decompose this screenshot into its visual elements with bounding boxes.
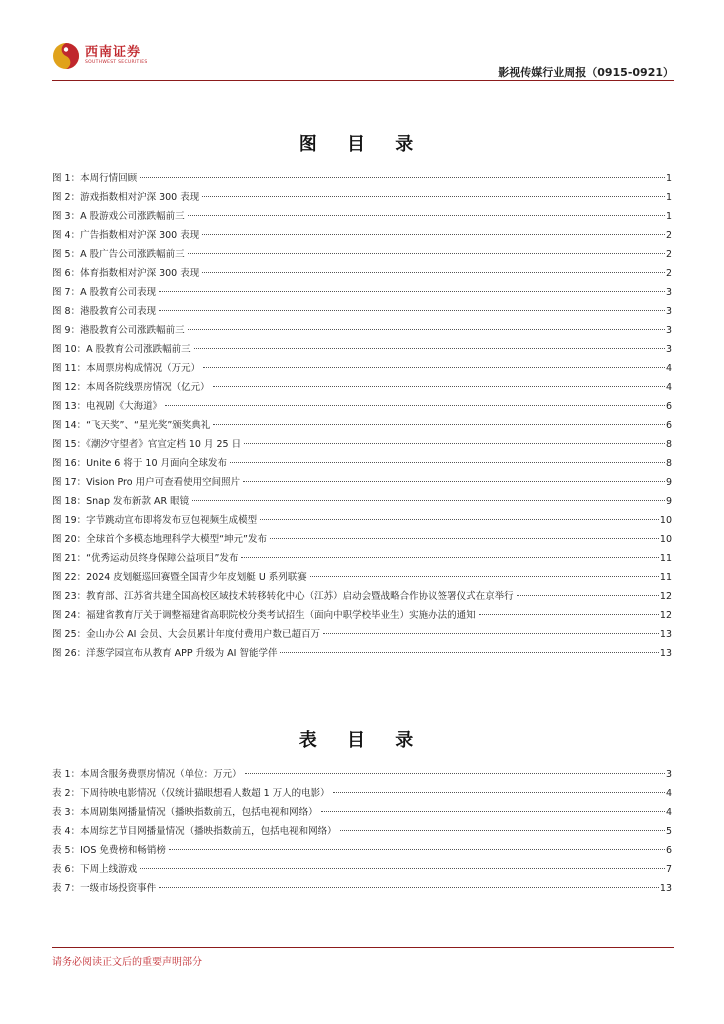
figure-entry-page-number: 10 bbox=[659, 534, 672, 545]
figure-entry-label: 图 19：字节跳动宣布即将发布豆包视频生成模型 bbox=[52, 515, 258, 526]
dot-leader bbox=[260, 519, 659, 520]
logo-chinese-text: 西南证券 bbox=[85, 45, 142, 60]
table-entry-page-number: 7 bbox=[665, 864, 672, 875]
disclaimer-note: 请务必阅读正文后的重要声明部分 bbox=[52, 957, 202, 968]
table-entry-page-number: 5 bbox=[665, 826, 672, 837]
figure-entry-page-number: 2 bbox=[665, 249, 672, 260]
figure-entry-page-number: 3 bbox=[665, 287, 672, 298]
figure-entry[interactable] bbox=[52, 473, 672, 492]
dot-leader bbox=[188, 329, 665, 330]
figure-entry[interactable] bbox=[52, 492, 672, 511]
table-entry[interactable] bbox=[52, 765, 672, 784]
figure-entry-page-number: 6 bbox=[665, 401, 672, 412]
table-list bbox=[52, 765, 672, 898]
table-entry[interactable] bbox=[52, 822, 672, 841]
figure-entry[interactable] bbox=[52, 587, 672, 606]
dot-leader bbox=[479, 614, 659, 615]
figure-entry[interactable] bbox=[52, 568, 672, 587]
figure-entry[interactable] bbox=[52, 530, 672, 549]
figure-list bbox=[52, 169, 672, 663]
table-entry-page-number: 13 bbox=[659, 883, 672, 894]
dot-leader bbox=[203, 367, 665, 368]
figure-entry-page-number: 13 bbox=[659, 648, 672, 659]
table-entry-page-number: 4 bbox=[665, 807, 672, 818]
dot-leader bbox=[245, 773, 665, 774]
figure-entry-label: 图 1：本周行情回顾 bbox=[52, 173, 138, 184]
table-entry[interactable] bbox=[52, 803, 672, 822]
figure-entry[interactable] bbox=[52, 397, 672, 416]
figure-entry-page-number: 11 bbox=[659, 553, 672, 564]
table-entry[interactable] bbox=[52, 784, 672, 803]
dot-leader bbox=[159, 291, 665, 292]
company-logo bbox=[52, 42, 148, 70]
figure-entry-page-number: 9 bbox=[665, 496, 672, 507]
dot-leader bbox=[165, 405, 665, 406]
figure-entry-page-number: 3 bbox=[665, 306, 672, 317]
figure-entry-page-number: 9 bbox=[665, 477, 672, 488]
figure-entry[interactable] bbox=[52, 416, 672, 435]
figure-entry-page-number: 8 bbox=[665, 458, 672, 469]
figure-entry[interactable] bbox=[52, 245, 672, 264]
figure-entry[interactable] bbox=[52, 207, 672, 226]
figure-entry-label: 图 16：Unite 6 将于 10 月面向全球发布 bbox=[52, 458, 228, 469]
figure-entry[interactable] bbox=[52, 188, 672, 207]
figure-entry-label: 图 22：2024 皮划艇巡回赛暨全国青少年皮划艇 U 系列联赛 bbox=[52, 572, 307, 583]
dot-leader bbox=[244, 443, 665, 444]
table-entry[interactable] bbox=[52, 879, 672, 898]
dot-leader bbox=[202, 196, 665, 197]
figure-entry-label: 图 6：体育指数相对沪深 300 表现 bbox=[52, 268, 200, 279]
dot-leader bbox=[241, 557, 658, 558]
figure-entry[interactable] bbox=[52, 606, 672, 625]
page-header bbox=[52, 36, 674, 82]
report-title: 影视传媒行业周报（0915-0921） bbox=[498, 66, 674, 79]
dot-leader bbox=[213, 424, 665, 425]
figure-entry[interactable] bbox=[52, 511, 672, 530]
figure-entry-label: 图 4：广告指数相对沪深 300 表现 bbox=[52, 230, 200, 241]
figure-entry[interactable] bbox=[52, 378, 672, 397]
figure-entry-label: 图 14：“飞天奖”、“星光奖”颁奖典礼 bbox=[52, 420, 211, 431]
figure-entry-label: 图 12：本周各院线票房情况（亿元） bbox=[52, 382, 210, 393]
table-entry-label: 表 7：一级市场投资事件 bbox=[52, 883, 157, 894]
footer-divider bbox=[52, 947, 674, 948]
dot-leader bbox=[280, 652, 658, 653]
table-entry-page-number: 4 bbox=[665, 788, 672, 799]
table-entry[interactable] bbox=[52, 841, 672, 860]
figure-entry[interactable] bbox=[52, 625, 672, 644]
dot-leader bbox=[159, 887, 659, 888]
dot-leader bbox=[340, 830, 665, 831]
figure-entry-label: 图 7：A 股教育公司表现 bbox=[52, 287, 157, 298]
figure-entry-label: 图 24：福建省教育厅关于调整福建省高职院校分类考试招生（面向中职学校毕业生）实施办法的通知 bbox=[52, 610, 476, 621]
figure-entry[interactable] bbox=[52, 264, 672, 283]
figure-entry[interactable] bbox=[52, 321, 672, 340]
figure-entry-label: 图 9：港股教育公司涨跌幅前三 bbox=[52, 325, 185, 336]
figure-entry-label: 图 5：A 股广告公司涨跌幅前三 bbox=[52, 249, 185, 260]
dot-leader bbox=[243, 481, 665, 482]
table-entry-label: 表 6：下周上线游戏 bbox=[52, 864, 138, 875]
dot-leader bbox=[230, 462, 665, 463]
figure-entry-page-number: 10 bbox=[659, 515, 672, 526]
figure-entry-page-number: 8 bbox=[665, 439, 672, 450]
table-entry-page-number: 6 bbox=[665, 845, 672, 856]
figure-entry-label: 图 15：《潮汐守望者》官宣定档 10 月 25 日 bbox=[52, 439, 242, 450]
figure-entry[interactable] bbox=[52, 283, 672, 302]
figure-entry-label: 图 20：全球首个多模态地理科学大模型“坤元”发布 bbox=[52, 534, 267, 545]
figure-entry-page-number: 1 bbox=[665, 211, 672, 222]
logo-english-text: SOUTHWEST SECURITIES bbox=[85, 60, 148, 65]
dot-leader bbox=[310, 576, 659, 577]
figure-entry-page-number: 13 bbox=[659, 629, 672, 640]
dot-leader bbox=[202, 272, 665, 273]
figure-entry-page-number: 1 bbox=[665, 192, 672, 203]
figure-entry-label: 图 18：Snap 发布新款 AR 眼镜 bbox=[52, 496, 190, 507]
table-entry-page-number: 3 bbox=[665, 769, 672, 780]
figure-entry-page-number: 4 bbox=[665, 382, 672, 393]
figure-entry[interactable] bbox=[52, 169, 672, 188]
figures-section-title: 图 目 录 bbox=[298, 134, 426, 155]
figure-entry-label: 图 8：港股教育公司表现 bbox=[52, 306, 157, 317]
figure-entry-page-number: 1 bbox=[665, 173, 672, 184]
figure-entry[interactable] bbox=[52, 359, 672, 378]
dot-leader bbox=[140, 868, 665, 869]
dot-leader bbox=[213, 386, 665, 387]
figure-entry-label: 图 17：Vision Pro 用户可查看使用空间照片 bbox=[52, 477, 241, 488]
dot-leader bbox=[517, 595, 659, 596]
header-divider bbox=[52, 80, 674, 81]
figure-entry[interactable] bbox=[52, 302, 672, 321]
figure-entry-page-number: 4 bbox=[665, 363, 672, 374]
figure-entry[interactable] bbox=[52, 454, 672, 473]
table-entry-label: 表 3：本周剧集网播量情况（播映指数前五，包括电视和网络） bbox=[52, 807, 318, 818]
dot-leader bbox=[270, 538, 659, 539]
dot-leader bbox=[159, 310, 665, 311]
logo-mark-icon bbox=[52, 42, 80, 70]
figure-entry-label: 图 26：洋葱学园宣布从教育 APP 升级为 AI 智能学伴 bbox=[52, 648, 278, 659]
figure-entry-label: 图 10：A 股教育公司涨跌幅前三 bbox=[52, 344, 191, 355]
dot-leader bbox=[323, 633, 659, 634]
table-entry-label: 表 2：下周待映电影情况（仅统计猫眼想看人数超 1 万人的电影） bbox=[52, 788, 330, 799]
figure-entry-page-number: 2 bbox=[665, 268, 672, 279]
tables-section-title: 表 目 录 bbox=[298, 730, 426, 751]
dot-leader bbox=[202, 234, 665, 235]
dot-leader bbox=[194, 348, 665, 349]
dot-leader bbox=[192, 500, 665, 501]
dot-leader bbox=[188, 215, 665, 216]
table-entry-label: 表 1：本周含服务费票房情况（单位：万元） bbox=[52, 769, 242, 780]
dot-leader bbox=[321, 811, 665, 812]
table-entry-label: 表 4：本周综艺节目网播量情况（播映指数前五，包括电视和网络） bbox=[52, 826, 337, 837]
figure-entry-label: 图 21：“优秀运动员终身保障公益项目”发布 bbox=[52, 553, 239, 564]
table-entry-label: 表 5：IOS 免费榜和畅销榜 bbox=[52, 845, 166, 856]
table-entry[interactable] bbox=[52, 860, 672, 879]
figure-entry-label: 图 25：金山办公 AI 会员、大会员累计年度付费用户数已超百万 bbox=[52, 629, 320, 640]
figure-entry-page-number: 12 bbox=[659, 610, 672, 621]
figure-entry-label: 图 13：电视剧《大海道》 bbox=[52, 401, 163, 412]
figure-entry[interactable] bbox=[52, 644, 672, 663]
figure-entry-label: 图 11：本周票房构成情况（万元） bbox=[52, 363, 201, 374]
figure-entry-label: 图 2：游戏指数相对沪深 300 表现 bbox=[52, 192, 200, 203]
figure-entry-page-number: 3 bbox=[665, 325, 672, 336]
figure-entry-page-number: 6 bbox=[665, 420, 672, 431]
figure-entry[interactable] bbox=[52, 226, 672, 245]
figure-entry[interactable] bbox=[52, 435, 672, 454]
figure-entry-label: 图 3：A 股游戏公司涨跌幅前三 bbox=[52, 211, 185, 222]
dot-leader bbox=[188, 253, 665, 254]
figure-entry-page-number: 3 bbox=[665, 344, 672, 355]
dot-leader bbox=[169, 849, 665, 850]
figure-entry[interactable] bbox=[52, 340, 672, 359]
dot-leader bbox=[333, 792, 665, 793]
dot-leader bbox=[140, 177, 665, 178]
figure-entry[interactable] bbox=[52, 549, 672, 568]
figure-entry-page-number: 12 bbox=[659, 591, 672, 602]
figure-entry-label: 图 23：教育部、江苏省共建全国高校区域技术转移转化中心（江苏）启动会暨战略合作协议签署仪式在京举行 bbox=[52, 591, 514, 602]
figure-entry-page-number: 11 bbox=[659, 572, 672, 583]
figure-entry-page-number: 2 bbox=[665, 230, 672, 241]
